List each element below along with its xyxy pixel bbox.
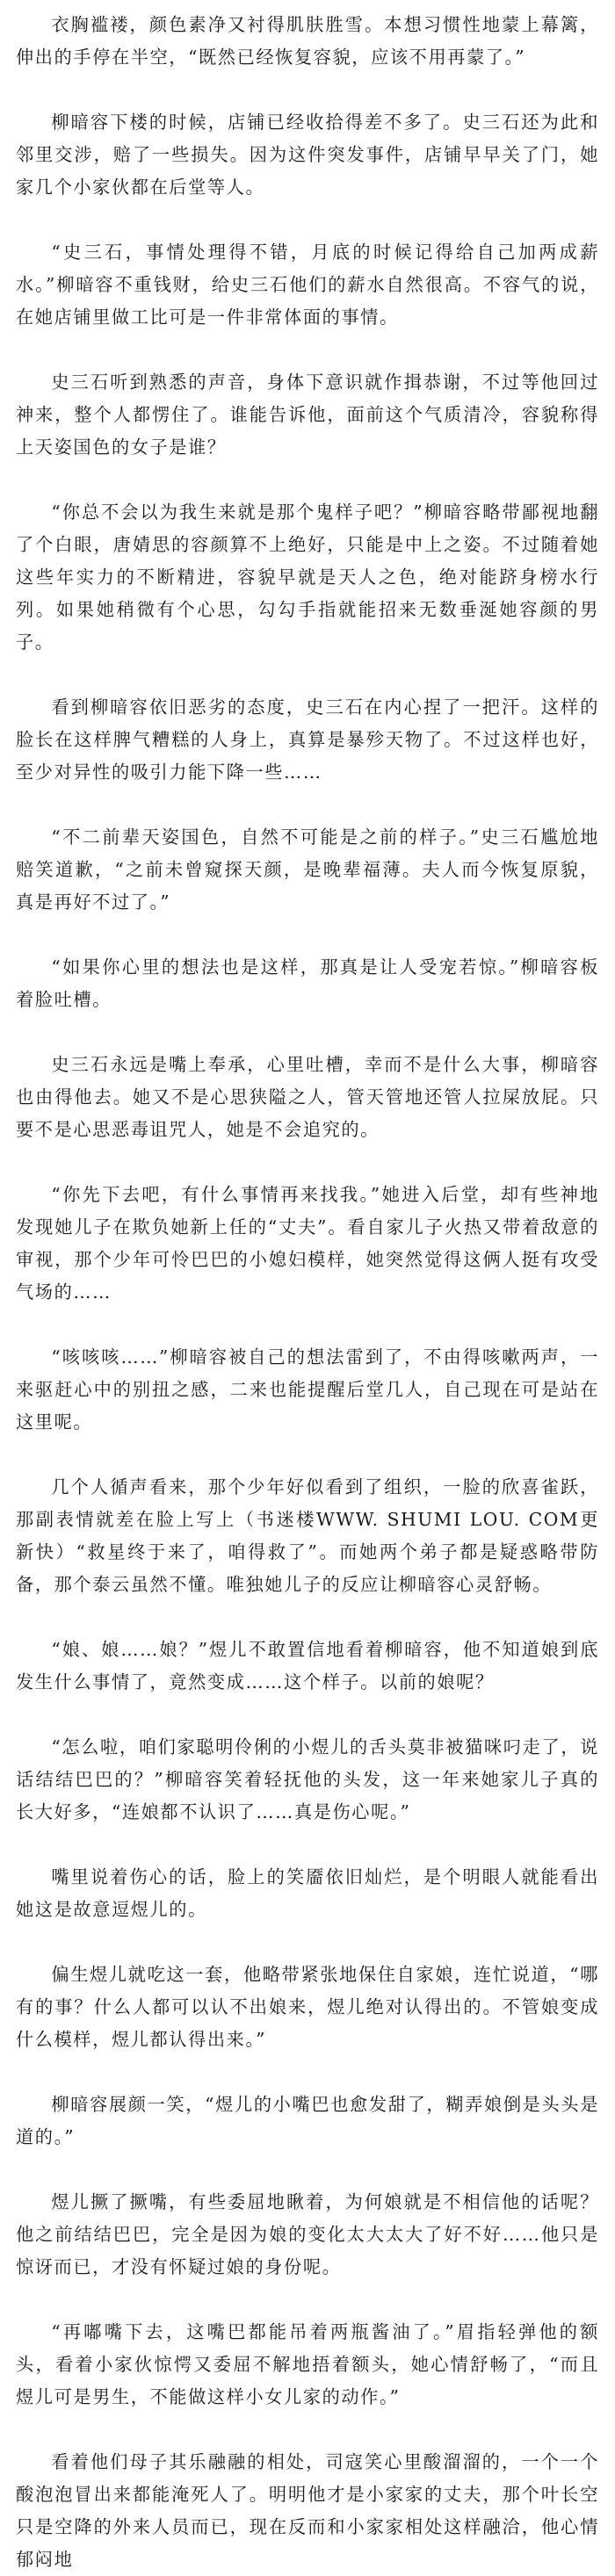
paragraph-18: 煜儿撅了撅嘴，有些委屈地瞅着，为何娘就是不相信他的话呢？他之前结结巴巴，完全是因为娘的变化太大太大了好不好……他只是惊讶而已，才没有怀疑过娘的身份呢。 (16, 2191, 599, 2277)
paragraph-17: 柳暗容展颜一笑，“煜儿的小嘴巴也愈发甜了，糊弄娘倒是头头是道的。” (16, 2094, 599, 2147)
paragraph-15: 嘴里说着伤心的话，脸上的笑靥依旧灿烂，是个明眼人就能看出她这是故意逗煜儿的。 (16, 1866, 599, 1920)
paragraph-11: “咳咳咳……”柳暗容被自己的想法雷到了，不由得咳嗽两声，一来驱赶心中的别扭之感，二来也能提醒后堂几人，自己现在可是站在这里呢。 (16, 1346, 599, 1432)
paragraph-6: 看到柳暗容依旧恶劣的态度，史三石在内心捏了一把汗。这样的脸长在这样脾气糟糕的人身上，真算是暴殄天物了。不过这样也好，至少对异性的吸引力能下降一些…… (16, 696, 599, 783)
paragraph-9: 史三石永远是嘴上奉承，心里吐槽，幸而不是什么大事，柳暗容也由得他去。她又不是心思狭隘之人，管天管地还管人拉屎放屁。只要不是心思恶毒诅咒人，她是不会追究的。 (16, 1054, 599, 1140)
paragraph-14: “怎么啦，咱们家聪明伶俐的小煜儿的舌头莫非被猫咪叼走了，说话结结巴巴的？”柳暗容笑着轻抚他的头发，这一年来她家儿子真的长大好多，“连娘都不认识了……真是伤心呢。” (16, 1736, 599, 1822)
paragraph-8: “如果你心里的想法也是这样，那真是让人受宠若惊。”柳暗容板着脸吐槽。 (16, 956, 599, 1010)
paragraph-4: 史三石听到熟悉的声音，身体下意识就作揖恭谢，不过等他回过神来，整个人都愣住了。谁能告诉他，面前这个气质清冷，容貌称得上天姿国色的女子是谁？ (16, 372, 599, 458)
paragraph-7: “不二前辈天姿国色，自然不可能是之前的样子。”史三石尴尬地赔笑道歉，“之前未曾窥探天颜，是晚辈福薄。夫人而今恢复原貌，真是再好不过了。” (16, 826, 599, 913)
paragraph-19: “再嘟嘴下去，这嘴巴都能吊着两瓶酱油了。”眉指轻弹他的额头，看着小家伙惊愕又委屈不解地捂着额头，她心情舒畅了，“而且煜儿可是男生，不能做这样小女儿家的动作。” (16, 2321, 599, 2407)
paragraph-5: “你总不会以为我生来就是那个鬼样子吧？”柳暗容略带鄙视地翻了个白眼，唐婧思的容颜算不上绝好，只能是中上之姿。不过随着她这些年实力的不断精进，容貌早就是天人之色，绝对能跻身榜水行列。如果她稍微有个心思，勾勾手指就能招来无数垂涎她容颜的男子。 (16, 501, 599, 653)
paragraph-13: “娘、娘……娘？”煜儿不敢置信地看着柳暗容，他不知道娘到底发生什么事情了，竟然变成……这个样子。以前的娘呢？ (16, 1639, 599, 1692)
paragraph-1: 衣胸褴褛，颜色素净又衬得肌肤胜雪。本想习惯性地蒙上幕篱，伸出的手停在半空，“既然已经恢复容貌，应该不用再蒙了。” (16, 14, 599, 68)
paragraph-2: 柳暗容下楼的时候，店铺已经收拾得差不多了。史三石还为此和邻里交涉，赔了一些损失。因为这件突发事件，店铺早早关了门，她家几个小家伙都在后堂等人。 (16, 112, 599, 198)
paragraph-20: 看着他们母子其乐融融的相处，司寇笑心里酸溜溜的，一个一个酸泡泡冒出来都能淹死人了。明明他才是小家家的丈夫，那个叶长空只是空降的外来人员而已，现在反而和小家家相处这样融洽，他心情郁闷地 (16, 2451, 599, 2570)
paragraph-3: “史三石，事情处理得不错，月底的时候记得给自己加两成薪水。”柳暗容不重钱财，给史三石他们的薪水自然很高。不容气的说，在她店铺里做工比可是一件非常体面的事情。 (16, 242, 599, 328)
paragraph-12: 几个人循声看来，那个少年好似看到了组织，一脸的欣喜雀跃，那副表情就差在脸上写上（书迷楼WWW. SHUMI LOU. COM更新快）“救星终于来了，咱得救了”。而她两个弟子都是疑惑略带防备，那个泰云虽然不懂。唯独她儿子的反应让柳暗容心灵舒畅。 (16, 1476, 599, 1595)
paragraph-10: “你先下去吧，有什么事情再来找我。”她进入后堂，却有些神地发现她儿子在欺负她新上任的“丈夫”。看自家儿子火热又带着敌意的审视，那个少年可怜巴巴的小媳妇模样，她突然觉得这俩人挺有攻受气场的…… (16, 1184, 599, 1302)
paragraph-16: 偏生煜儿就吃这一套，他略带紧张地保住自家娘，连忙说道，“哪有的事？什么人都可以认不出娘来，煜儿绝对认得出的。不管娘变成什么模样，煜儿都认得出来。” (16, 1964, 599, 2050)
